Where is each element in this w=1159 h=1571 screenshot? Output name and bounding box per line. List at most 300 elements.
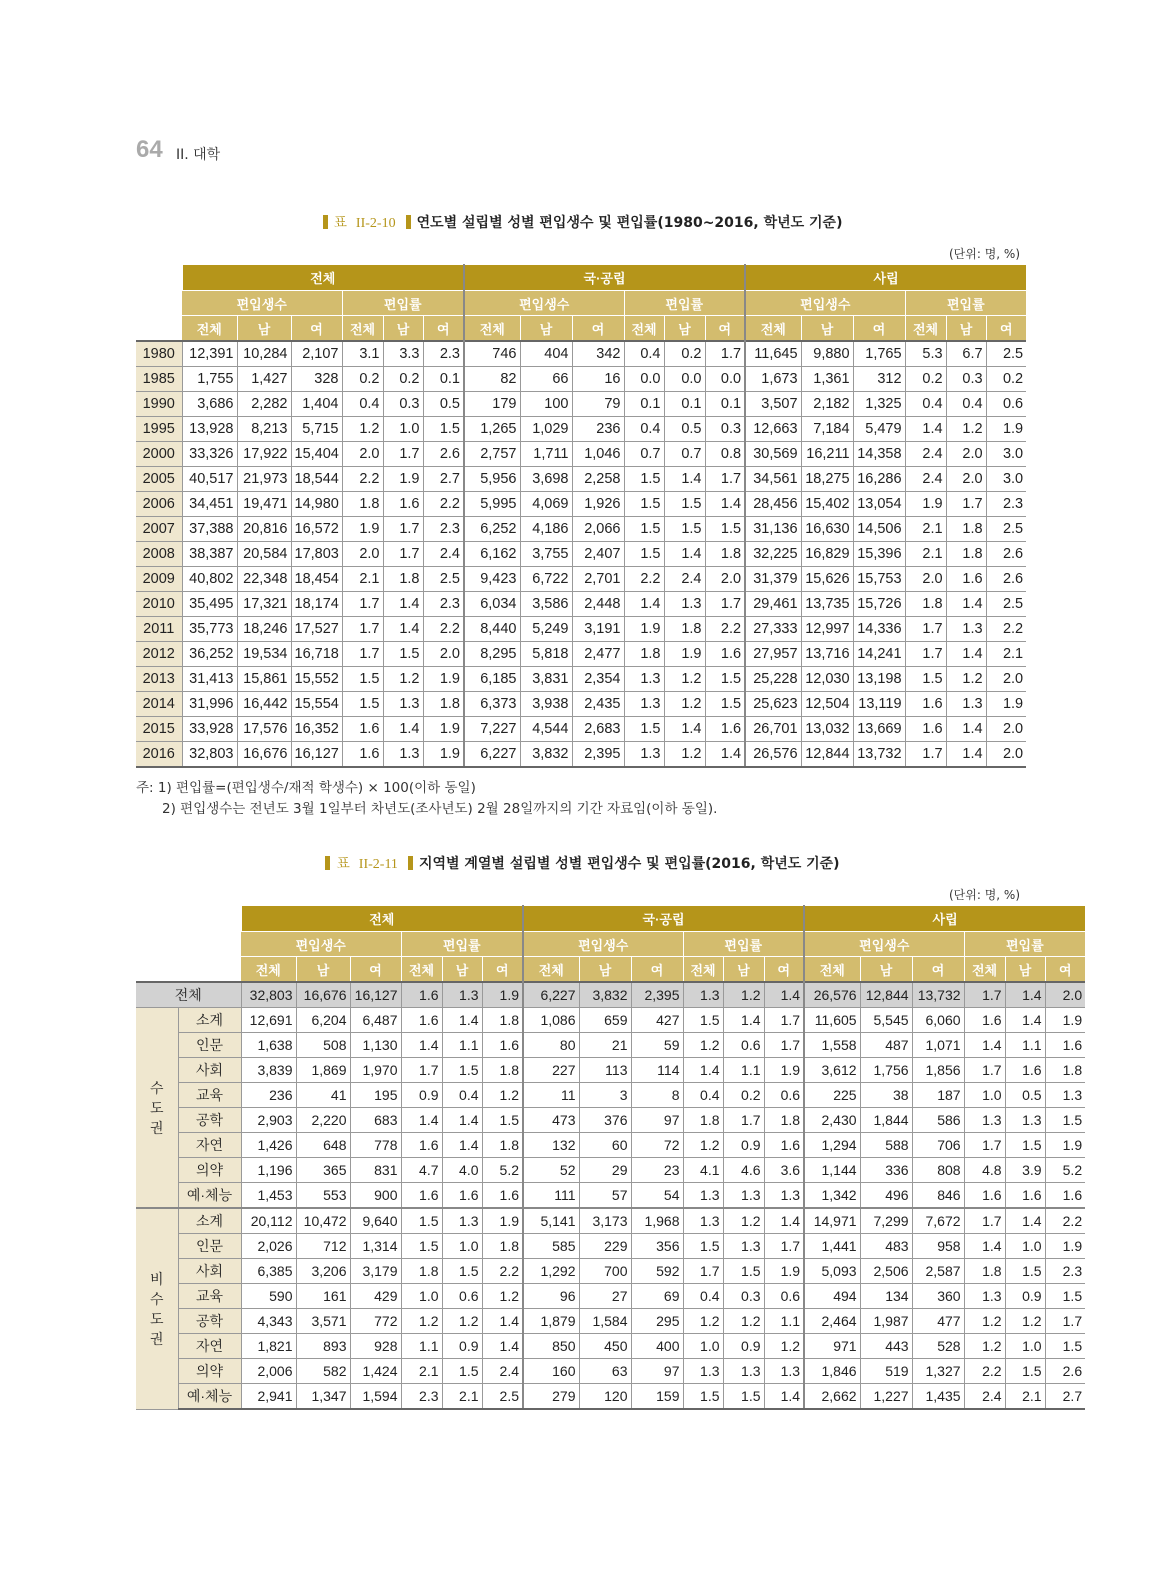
data-cell: 2.4 [964,1384,1005,1410]
data-cell: 1.8 [964,1259,1005,1284]
table-header [136,265,1026,342]
data-cell: 3,179 [350,1259,401,1284]
data-cell: 1.5 [624,542,664,567]
data-cell: 1.5 [664,517,705,542]
year-cell: 2014 [136,692,182,717]
data-cell: 1,404 [291,392,342,417]
data-cell: 1.8 [683,1108,723,1133]
header-column: 남 [860,957,912,983]
header-row-columns [136,316,1026,342]
data-cell: 97 [631,1359,683,1384]
data-cell: 4.0 [442,1158,482,1183]
data-cell: 8,440 [464,617,520,642]
title-bar-icon [323,215,328,229]
data-cell: 712 [296,1234,350,1259]
table-header [136,906,1085,983]
header-column: 여 [423,316,464,342]
header-column: 여 [291,316,342,342]
data-cell: 2.0 [705,567,745,592]
data-cell: 13,032 [801,717,853,742]
data-cell: 2.5 [986,517,1026,542]
data-cell: 1.4 [442,1108,482,1133]
data-cell: 1.2 [764,1334,804,1359]
data-cell: 0.2 [664,341,705,367]
header-blank [136,265,182,342]
data-cell: 1.9 [905,492,946,517]
data-cell: 1.7 [905,617,946,642]
data-cell: 26,701 [745,717,801,742]
data-cell: 3,206 [296,1259,350,1284]
year-cell: 2008 [136,542,182,567]
data-cell: 0.3 [705,417,745,442]
data-cell: 3,839 [241,1058,296,1083]
data-cell: 20,112 [241,1208,296,1234]
table-row [136,592,1026,617]
data-cell: 553 [296,1183,350,1209]
data-cell: 3,586 [520,592,572,617]
data-cell: 1.5 [1005,1133,1045,1158]
data-cell: 1.8 [482,1008,523,1033]
data-cell: 225 [804,1083,860,1108]
data-cell: 1.4 [764,1384,804,1410]
field-label: 의약 [178,1359,241,1384]
header-column: 여 [764,957,804,983]
data-cell: 16,676 [296,982,350,1008]
data-cell: 16,352 [291,717,342,742]
table-row [136,1309,1085,1334]
data-cell: 1.3 [624,742,664,768]
data-cell: 1.0 [401,1284,442,1309]
header-column: 전체 [745,316,801,342]
data-cell: 528 [912,1334,964,1359]
data-cell: 1.7 [705,341,745,367]
data-cell: 1,856 [912,1058,964,1083]
table1-marker: 표 [333,216,348,231]
data-cell: 17,321 [237,592,291,617]
data-cell: 7,184 [801,417,853,442]
data-cell: 16 [572,367,624,392]
field-label: 사회 [178,1058,241,1083]
data-cell: 1,265 [464,417,520,442]
data-cell: 12,030 [801,667,853,692]
data-cell: 6,034 [464,592,520,617]
year-cell: 2009 [136,567,182,592]
data-cell: 2.2 [342,467,383,492]
data-cell: 15,552 [291,667,342,692]
data-cell: 1.5 [705,667,745,692]
data-cell: 11 [523,1083,579,1108]
data-cell: 1.4 [905,417,946,442]
data-cell: 1,711 [520,442,572,467]
year-cell: 1995 [136,417,182,442]
data-cell: 1.4 [705,742,745,768]
data-cell: 54 [631,1183,683,1209]
table-row [136,667,1026,692]
field-label: 공학 [178,1108,241,1133]
data-cell: 1.9 [1045,1133,1085,1158]
data-cell: 6,487 [350,1008,401,1033]
data-cell: 2.0 [1045,982,1085,1008]
data-cell: 1.5 [723,1259,764,1284]
data-cell: 1.6 [401,1183,442,1209]
data-cell: 1.6 [705,717,745,742]
data-cell: 1.3 [946,692,986,717]
data-cell: 5.2 [1045,1158,1085,1183]
data-cell: 1,196 [241,1158,296,1183]
data-cell: 659 [579,1008,631,1033]
title-bar-icon [406,215,411,229]
data-cell: 5,093 [804,1259,860,1284]
header-column: 전체 [342,316,383,342]
data-cell: 6.7 [946,341,986,367]
note-2: 2) 편입생수는 전년도 3월 1일부터 차년도(조사년도) 2월 28일까지의 기간 자료임(이하 동일). [162,801,718,817]
data-cell: 1,673 [745,367,801,392]
data-cell: 18,174 [291,592,342,617]
data-cell: 0.7 [664,442,705,467]
data-cell: 16,630 [801,517,853,542]
data-cell: 6,162 [464,542,520,567]
header-subgroup: 편입률 [964,932,1085,957]
data-cell: 0.5 [423,392,464,417]
data-cell: 1.4 [401,1108,442,1133]
data-cell: 1.4 [946,717,986,742]
data-cell: 63 [579,1359,631,1384]
data-cell: 2,395 [572,742,624,768]
data-cell: 2.6 [423,442,464,467]
data-cell: 12,504 [801,692,853,717]
data-cell: 1.2 [482,1284,523,1309]
data-cell: 1.6 [946,567,986,592]
header-group: 국·공립 [464,265,745,291]
data-cell: 236 [241,1083,296,1108]
year-cell: 1985 [136,367,182,392]
data-cell: 2,448 [572,592,624,617]
data-cell: 2.1 [401,1359,442,1384]
data-cell: 1.8 [401,1259,442,1284]
data-cell: 1.8 [482,1133,523,1158]
data-cell: 37,388 [182,517,237,542]
data-cell: 3,173 [579,1208,631,1234]
data-cell: 1.7 [946,492,986,517]
data-cell: 1.8 [705,542,745,567]
data-cell: 2.3 [423,341,464,367]
data-cell: 0.3 [383,392,423,417]
data-cell: 0.4 [683,1083,723,1108]
year-cell: 2016 [136,742,182,768]
page-number: 64 [136,136,163,163]
data-cell: 2.2 [624,567,664,592]
data-cell: 1.5 [401,1208,442,1234]
data-cell: 22,348 [237,567,291,592]
data-cell: 778 [350,1133,401,1158]
data-cell: 3.0 [986,442,1026,467]
data-cell: 161 [296,1284,350,1309]
data-cell: 2.0 [342,442,383,467]
data-cell: 23 [631,1158,683,1183]
data-cell: 1.6 [905,717,946,742]
data-cell: 66 [520,367,572,392]
data-cell: 706 [912,1133,964,1158]
data-cell: 1.6 [964,1183,1005,1209]
table-row [136,742,1026,768]
header-subgroup: 편입률 [624,291,745,316]
data-cell: 4.8 [964,1158,1005,1183]
region-label: 비 수 도 권 [136,1208,178,1409]
data-cell: 1.9 [1045,1008,1085,1033]
data-cell: 1.8 [383,567,423,592]
data-cell: 16,286 [853,467,905,492]
field-label: 예·체능 [178,1384,241,1410]
table-body [136,341,1026,767]
data-cell: 1,292 [523,1259,579,1284]
data-cell: 111 [523,1183,579,1209]
data-cell: 1.2 [964,1334,1005,1359]
data-cell: 32,803 [182,742,237,768]
data-cell: 3,571 [296,1309,350,1334]
year-cell: 1990 [136,392,182,417]
data-cell: 11,605 [804,1008,860,1033]
data-cell: 19,534 [237,642,291,667]
data-cell: 1,424 [350,1359,401,1384]
data-cell: 32,803 [241,982,296,1008]
header-column: 여 [1045,957,1085,983]
data-cell: 1.9 [342,517,383,542]
header-row-subgroups [136,932,1085,957]
data-cell: 26,576 [745,742,801,768]
data-cell: 1.5 [1005,1359,1045,1384]
data-cell: 1.3 [624,667,664,692]
header-column: 전체 [804,957,860,983]
data-cell: 400 [631,1334,683,1359]
data-cell: 16,718 [291,642,342,667]
data-cell: 2,701 [572,567,624,592]
header-row-groups [136,906,1085,932]
header-subgroup: 편입률 [905,291,1026,316]
data-cell: 2.1 [1005,1384,1045,1410]
data-cell: 443 [860,1334,912,1359]
table-row [136,467,1026,492]
data-cell: 483 [860,1234,912,1259]
data-cell: 5,715 [291,417,342,442]
data-cell: 1.7 [1045,1309,1085,1334]
data-cell: 13,716 [801,642,853,667]
data-cell: 1.3 [723,1183,764,1209]
data-cell: 928 [350,1334,401,1359]
data-cell: 1,844 [860,1108,912,1133]
data-cell: 356 [631,1234,683,1259]
data-cell: 15,402 [801,492,853,517]
data-cell: 0.9 [723,1133,764,1158]
data-cell: 0.5 [664,417,705,442]
data-cell: 1.1 [401,1334,442,1359]
year-cell: 2015 [136,717,182,742]
data-cell: 1.0 [1005,1334,1045,1359]
table-row [136,1384,1085,1410]
data-cell: 1.7 [964,1208,1005,1234]
data-cell: 4.1 [683,1158,723,1183]
data-cell: 1.8 [946,517,986,542]
data-cell: 0.0 [705,367,745,392]
data-cell: 15,396 [853,542,905,567]
data-cell: 1.8 [482,1234,523,1259]
data-cell: 1.9 [423,742,464,768]
data-cell: 1.2 [664,742,705,768]
header-subgroup: 편입생수 [804,932,964,957]
data-cell: 2.1 [442,1384,482,1410]
data-cell: 5,141 [523,1208,579,1234]
data-cell: 1.0 [1005,1234,1045,1259]
data-cell: 2.0 [342,542,383,567]
header-row-subgroups [136,291,1026,316]
table-row [136,567,1026,592]
data-cell: 2.3 [1045,1259,1085,1284]
data-cell: 1,086 [523,1008,579,1033]
table-row [136,1234,1085,1259]
data-cell: 1,584 [579,1309,631,1334]
year-cell: 1980 [136,341,182,367]
data-cell: 17,803 [291,542,342,567]
data-cell: 2,683 [572,717,624,742]
data-cell: 13,732 [853,742,905,768]
data-cell: 159 [631,1384,683,1410]
data-cell: 508 [296,1033,350,1058]
data-cell: 3,831 [520,667,572,692]
data-cell: 0.3 [723,1284,764,1309]
data-cell: 1.9 [423,717,464,742]
data-cell: 6,252 [464,517,520,542]
data-cell: 60 [579,1133,631,1158]
field-label: 인문 [178,1033,241,1058]
data-cell: 31,996 [182,692,237,717]
data-cell: 3,612 [804,1058,860,1083]
data-cell: 96 [523,1284,579,1309]
data-cell: 1.2 [946,667,986,692]
data-cell: 1.6 [705,642,745,667]
data-cell: 134 [860,1284,912,1309]
header-subgroup: 편입률 [401,932,523,957]
data-cell: 2,407 [572,542,624,567]
field-label: 인문 [178,1234,241,1259]
year-cell: 2013 [136,667,182,692]
data-cell: 1.5 [442,1058,482,1083]
data-cell: 2,903 [241,1108,296,1133]
data-cell: 328 [291,367,342,392]
year-cell: 2007 [136,517,182,542]
data-cell: 588 [860,1133,912,1158]
data-cell: 1,314 [350,1234,401,1259]
data-cell: 1.3 [1005,1108,1045,1133]
data-cell: 1.6 [401,982,442,1008]
data-cell: 0.6 [764,1083,804,1108]
header-column: 남 [442,957,482,983]
data-cell: 1.5 [624,467,664,492]
data-cell: 69 [631,1284,683,1309]
data-cell: 6,227 [523,982,579,1008]
table-row [136,1133,1085,1158]
data-cell: 592 [631,1259,683,1284]
data-cell: 1.3 [683,1183,723,1209]
data-cell: 9,423 [464,567,520,592]
data-cell: 0.5 [1005,1083,1045,1108]
data-cell: 1.2 [482,1083,523,1108]
data-cell: 2.6 [986,542,1026,567]
data-cell: 1.8 [1045,1058,1085,1083]
data-cell: 1.4 [946,742,986,768]
data-cell: 79 [572,392,624,417]
table2-marker: 표 [336,857,350,872]
header-column: 남 [237,316,291,342]
data-cell: 1.3 [964,1284,1005,1309]
data-cell: 3,698 [520,467,572,492]
data-cell: 1,453 [241,1183,296,1209]
data-cell: 52 [523,1158,579,1183]
data-cell: 179 [464,392,520,417]
data-cell: 15,753 [853,567,905,592]
data-cell: 236 [572,417,624,442]
data-cell: 1.5 [624,517,664,542]
data-cell: 17,576 [237,717,291,742]
data-cell: 2.2 [423,492,464,517]
table-row [136,1033,1085,1058]
data-cell: 2.3 [401,1384,442,1410]
header-subgroup: 편입률 [342,291,464,316]
data-cell: 1,342 [804,1183,860,1209]
data-cell: 1.5 [342,667,383,692]
data-cell: 1.4 [764,982,804,1008]
data-cell: 2,220 [296,1108,350,1133]
data-cell: 0.2 [986,367,1026,392]
data-cell: 808 [912,1158,964,1183]
data-cell: 1.5 [482,1108,523,1133]
data-cell: 18,544 [291,467,342,492]
data-cell: 25,228 [745,667,801,692]
data-cell: 700 [579,1259,631,1284]
data-cell: 13,928 [182,417,237,442]
data-cell: 1.3 [1045,1083,1085,1108]
data-cell: 29 [579,1158,631,1183]
data-cell: 27 [579,1284,631,1309]
header-column: 여 [482,957,523,983]
data-cell: 519 [860,1359,912,1384]
data-cell: 1.8 [905,592,946,617]
data-cell: 11,645 [745,341,801,367]
data-cell: 1.4 [946,642,986,667]
data-cell: 1.7 [383,542,423,567]
table-row [136,1334,1085,1359]
data-cell: 1,426 [241,1133,296,1158]
data-cell: 1.3 [764,1359,804,1384]
data-cell: 227 [523,1058,579,1083]
data-cell: 1.3 [683,1208,723,1234]
data-cell: 1.8 [946,542,986,567]
data-cell: 57 [579,1183,631,1209]
header-column: 여 [705,316,745,342]
data-cell: 12,391 [182,341,237,367]
data-cell: 3,686 [182,392,237,417]
data-cell: 38 [860,1083,912,1108]
data-cell: 2.4 [482,1359,523,1384]
data-cell: 1.3 [964,1108,1005,1133]
data-cell: 12,844 [860,982,912,1008]
data-cell: 494 [804,1284,860,1309]
data-cell: 19,471 [237,492,291,517]
data-cell: 1,347 [296,1384,350,1410]
header-column: 남 [1005,957,1045,983]
data-cell: 1.8 [664,617,705,642]
data-cell: 586 [912,1108,964,1133]
region-label: 수 도 권 [136,1008,178,1209]
data-cell: 40,802 [182,567,237,592]
